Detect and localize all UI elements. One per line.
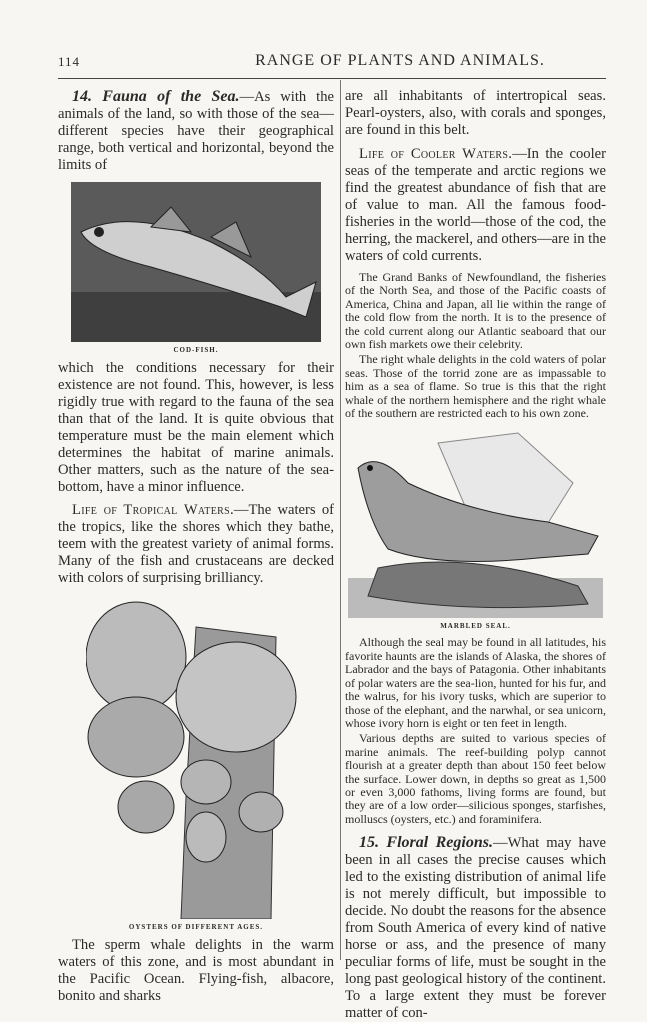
running-title: RANGE OF PLANTS AND ANIMALS. — [255, 52, 545, 69]
cooler-heading: Life of Cooler Waters. — [359, 146, 513, 162]
marbled-seal-illustration — [348, 428, 603, 618]
page-number: 114 — [58, 54, 81, 69]
tropical-paragraph — [58, 502, 334, 587]
oysters-caption: OYSTERS OF DIFFERENT AGES. — [128, 923, 264, 931]
sperm-whale-paragraph: The sperm whale delights in the warm waters of this zone, and is most abundant in the Pacific Ocean. Flying-fish, albacore, bonito and sharks — [58, 937, 334, 1004]
cooler-text: —In the cooler seas of the temperate and arctic regions we find the greatest abundance of fish that are of value to man. All the famous food-fisheries in the world—those of the cod, the herring, the mackerel, and others—are in the waters of cold currents. — [345, 146, 606, 264]
left-column — [58, 88, 334, 1005]
oysters-image — [86, 597, 306, 919]
marbled-seal-image — [348, 428, 603, 618]
header-rule — [58, 78, 606, 79]
cod-fish-caption: COD-FISH. — [173, 346, 219, 354]
section-15-heading: 15. Floral Regions. — [359, 834, 493, 852]
section-15-text: —What may have been in all cases the precise causes which led to the existing distribution of animal life is not merely difficult, but impossible to decide. No doubt the reasons for the absence from South America of every kind of native horse or ass, and the presence of many peculiar forms of life, must be sought in the long past geological history of the continent. To a large extent they must be forever matter of con- — [345, 835, 606, 1022]
column-divider — [340, 80, 341, 960]
section-15-paragraph — [345, 834, 606, 1022]
right-column — [345, 88, 606, 1022]
section-14-text: —As with the animals of the land, so with those of the sea—different species have their geographical range, both vertical and horizontal, beyond the limits of — [58, 89, 334, 173]
seal-paragraph: Although the seal may be found in all latitudes, his favorite haunts are the islands of Alaska, the shores of Labrador and the bays of Patagonia. Other inhabitants of polar waters are the sea-lion, hunted for his fur, and the walrus, for his ivory tusks, which are superior to those of the elephant, and the narwhal, or sea unicorn, whose ivory horn is eight or ten feet in length. — [345, 635, 606, 730]
cod-fish-illustration — [71, 182, 321, 342]
marbled-seal-caption: MARBLED SEAL. — [440, 622, 511, 631]
tropical-heading: Life of Tropical Waters. — [72, 502, 234, 518]
section-14-heading: 14. Fauna of the Sea. — [72, 88, 240, 105]
tropical-text: —The waters of the tropics, like the shores which they bathe, teem with the greatest variety of animal forms. Many of the fish and crustaceans are decked with colors of surprising brilliancy. — [58, 502, 334, 586]
cod-fish-image — [71, 182, 321, 342]
depths-paragraph: Various depths are suited to various species of marine animals. The reef-building polyp cannot flourish at a greater depth than about 150 feet below the surface. Lower down, in depths so great as 1,500 or even 3,000 fathoms, living forms are found, but they are of a low order—silicious sponges, starfishes, molluscs (oysters, etc.) and foraminifera. — [345, 731, 606, 826]
intertropical-paragraph: are all inhabitants of intertropical seas. Pearl-oysters, also, with corals and sponges, are found in this belt. — [345, 88, 606, 138]
oysters-illustration — [86, 597, 306, 919]
section-14-paragraph — [58, 88, 334, 174]
grand-banks-paragraph: The Grand Banks of Newfoundland, the fisheries of the North Sea, and those of the Pacific coasts of America, China and Japan, all lie within the range of the cold flow from the north. It is to the presence of the cold current along our Atlantic seaboard that our own fish markets owe their celebrity. — [345, 270, 606, 352]
temperature-paragraph: which the conditions necessary for their existence are not found. This, however, is less rigidly true with regard to the fauna of the sea than that of the land. It is quite obvious that temperature must be the main element which determines the habitat of marine animals. Other matters, such as the nature of the sea-bottom, have a minor influence. — [58, 360, 334, 495]
cooler-paragraph — [345, 146, 606, 265]
right-whale-paragraph: The right whale delights in the cold waters of polar seas. Those of the torrid zone are as impassable to him as a sea of flame. So true is this that the right whale of the northern hemisphere and the right whale of the southern are restricted each to his own zone. — [345, 352, 606, 421]
